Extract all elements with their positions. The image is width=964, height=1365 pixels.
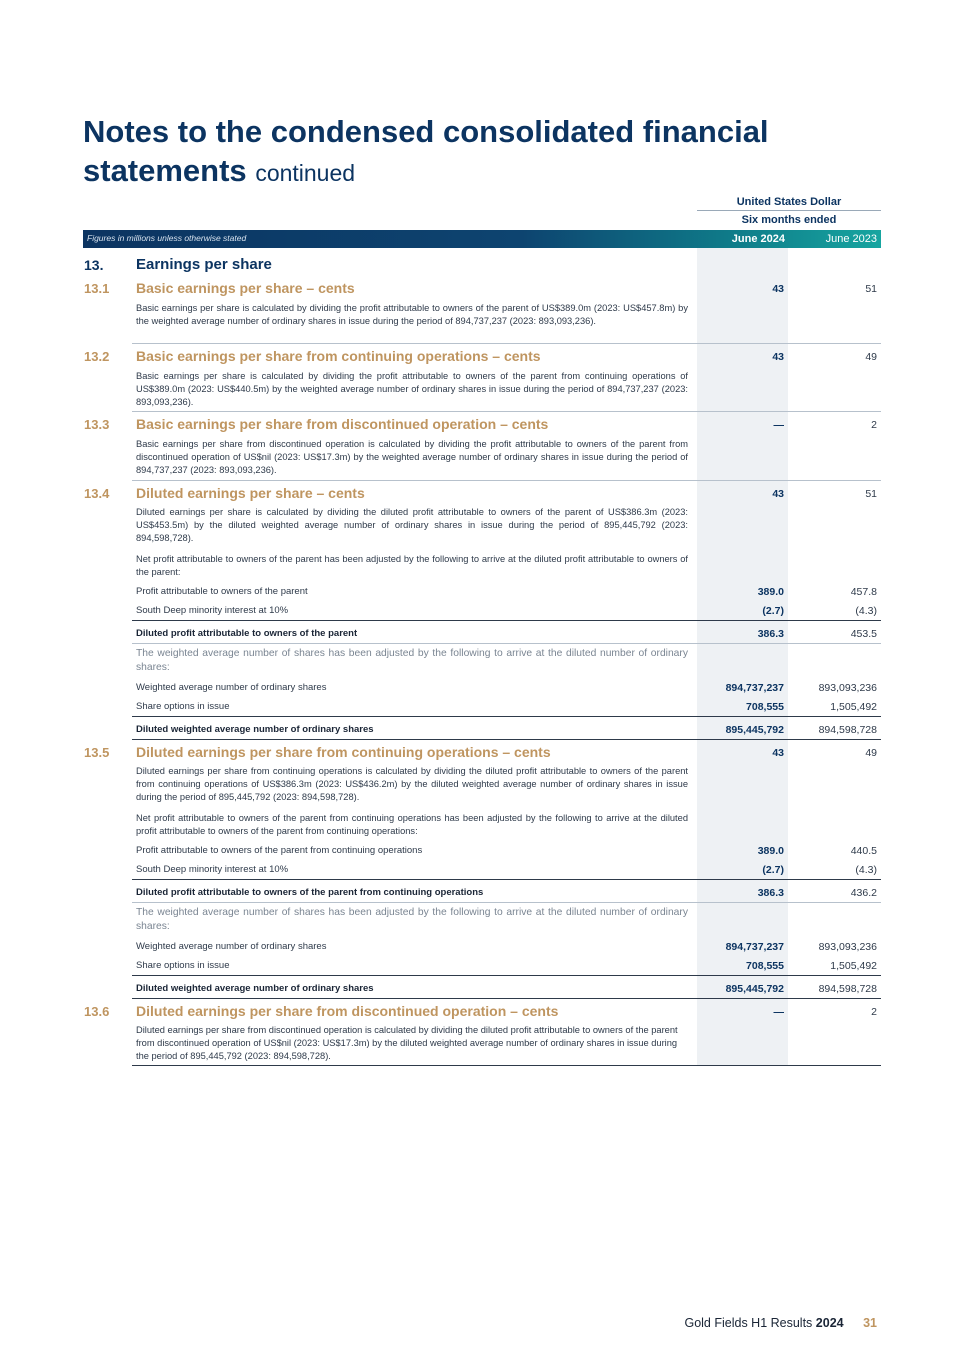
column-header-june-2024: June 2024 [731,233,785,245]
note-description: Basic earnings per share is calculated by dividing the profit attributable to owners of the parent of US$389.0m (2023: US$457.8m) by the weighted average number of ordinary shares in issue during the period of 894,737,237 (2023: 893,093,236). [136,303,688,327]
subtotal-divider [132,716,881,717]
total-divider [132,998,881,999]
row-label: South Deep minority interest at 10% [136,605,289,616]
value-2023: 51 [865,283,877,295]
note-number: 13.2 [84,349,110,364]
value-2024: 43 [772,747,784,759]
header-period: Six months ended [741,214,837,226]
value-2024: (2.7) [762,605,784,617]
row-label: Share options in issue [136,701,230,712]
value-2024: 895,445,792 [725,724,784,736]
value-2023: 436.2 [850,887,877,899]
row-divider [132,343,881,344]
figures-note: Figures in millions unless otherwise stated [87,233,247,243]
note-title: Diluted earnings per share from continuing operations – cents [136,744,551,760]
subtotal-divider [132,620,881,621]
value-2024: 43 [772,351,784,363]
total-divider [132,739,881,740]
value-2023: 2 [871,1006,877,1018]
value-2024: 386.3 [757,628,784,640]
note-number: 13.1 [84,281,110,296]
page-title-continued: continued [255,160,356,186]
note-description: Basic earnings per share is calculated by dividing the profit attributable to owners of the parent from continuing operations of US$389.0m (2023: US$440.5m) by the weighted average number of ordinary shares in issue during the period of 894,737,237 (2023: 893,093,236). [136,371,688,408]
note-number: 13.5 [84,745,110,760]
value-2024: — [773,419,784,431]
value-2023: 894,598,728 [818,724,877,736]
row-label-total: Diluted profit attributable to owners of the parent from continuing operations [136,887,484,898]
section-number: 13. [84,257,104,273]
value-2023: 453.5 [850,628,877,640]
note-title: Diluted earnings per share – cents [136,485,365,501]
row-label: Weighted average number of ordinary shares [136,682,327,693]
note-description: Basic earnings per share from discontinued operation is calculated by dividing the profit attributable to owners of the parent from discontinued operation of US$nil (2023: US$17.3m) by the weighted average number of ordinary shares in issue during the period of 894,737,237 (2023: 893,093,236). [136,439,688,476]
page-number: 31 [863,1316,877,1330]
value-2023: 1,505,492 [830,701,877,713]
column-header-june-2023: June 2023 [825,233,877,245]
value-2023: 893,093,236 [818,682,877,694]
subtotal-divider [132,975,881,976]
row-divider [132,902,881,903]
row-label-total: Diluted weighted average number of ordinary shares [136,724,374,735]
note-title: Diluted earnings per share from discontinued operation – cents [136,1003,559,1019]
value-2023: 51 [865,488,877,500]
footer-report-name: Gold Fields H1 Results [684,1316,813,1330]
note-shares-text: The weighted average number of shares has been adjusted by the following to arrive at the diluted number of ordinary shares: [136,648,688,673]
note-number: 13.6 [84,1004,110,1019]
value-2023: 49 [865,747,877,759]
row-label: Profit attributable to owners of the parent from continuing operations [136,845,423,856]
value-2024: 894,737,237 [725,682,784,694]
row-divider [132,411,881,412]
value-2023: 440.5 [850,845,877,857]
subtotal-divider [132,879,881,880]
header-currency: United States Dollar [736,196,842,208]
value-2024: 386.3 [757,887,784,899]
note-description: Diluted earnings per share from discontinued operation is calculated by dividing the diluted profit attributable to owners of the parent from discontinued operation of US$nil (2023: US$17.3m) by the diluted weighted average number of ordinary shares in issue during the period of 895,445,792 (2023: 894,598,728). [136,1025,678,1062]
value-2024: — [773,1006,784,1018]
value-2024: 708,555 [746,960,784,972]
note-number: 13.4 [84,486,110,501]
section-title: Earnings per share [136,256,272,273]
page-footer [560,1316,877,1330]
value-2023: 1,505,492 [830,960,877,972]
row-label: Weighted average number of ordinary shares [136,941,327,952]
page-title-main: Notes to the condensed consolidated financial statements [83,114,769,188]
value-2023: 893,093,236 [818,941,877,953]
row-label: South Deep minority interest at 10% [136,864,289,875]
row-label: Share options in issue [136,960,230,971]
note-title: Basic earnings per share from continuing operations – cents [136,348,541,364]
value-2023: 2 [871,419,877,431]
note-shares-text: The weighted average number of shares has been adjusted by the following to arrive at the diluted number of ordinary shares: [136,907,688,932]
value-2024: 894,737,237 [725,941,784,953]
row-divider [132,480,881,481]
note-title: Basic earnings per share from discontinued operation – cents [136,416,549,432]
value-2023: 457.8 [850,586,877,598]
value-2024: 389.0 [757,845,784,857]
value-2024: 43 [772,283,784,295]
note-description: Diluted earnings per share is calculated by dividing the diluted profit attributable to owners of the parent of US$386.3m (2023: US$453.5m) by the diluted weighted average number of ordinary shares in issue during the period of 895,445,792 (2023: 894,598,728). [136,507,688,544]
page-title [83,112,883,193]
row-label-total: Diluted profit attributable to owners of the parent [136,628,358,639]
section-end-divider [132,1065,881,1066]
value-2024: 43 [772,488,784,500]
footer-year: 2024 [815,1316,844,1330]
value-2023: 49 [865,351,877,363]
value-2023: (4.3) [855,864,877,876]
note-adjustment-text: Net profit attributable to owners of the parent from continuing operations has been adjusted by the following to arrive at the diluted profit attributable to owners of the parent from continuing operations: [136,813,688,837]
value-2024: 389.0 [757,586,784,598]
table-header-band [83,230,881,248]
note-adjustment-text: Net profit attributable to owners of the parent has been adjusted by the following to arrive at the diluted profit attributable to owners of the parent: [136,554,688,578]
value-2023: 894,598,728 [818,983,877,995]
value-2023: (4.3) [855,605,877,617]
row-divider [132,643,881,644]
value-2024: 708,555 [746,701,784,713]
header-divider [697,210,881,211]
note-number: 13.3 [84,417,110,432]
note-title: Basic earnings per share – cents [136,280,355,296]
value-2024: 895,445,792 [725,983,784,995]
row-label: Profit attributable to owners of the parent [136,586,308,597]
note-description: Diluted earnings per share from continuing operations is calculated by dividing the diluted profit attributable to owners of the parent from continuing operations of US$386.3m (2023: US$436.2m) by the diluted weighted average number of ordinary shares in issue during the period of 895,445,792 (2023: 894,598,728). [136,766,688,803]
value-2024: (2.7) [762,864,784,876]
row-label-total: Diluted weighted average number of ordinary shares [136,983,374,994]
